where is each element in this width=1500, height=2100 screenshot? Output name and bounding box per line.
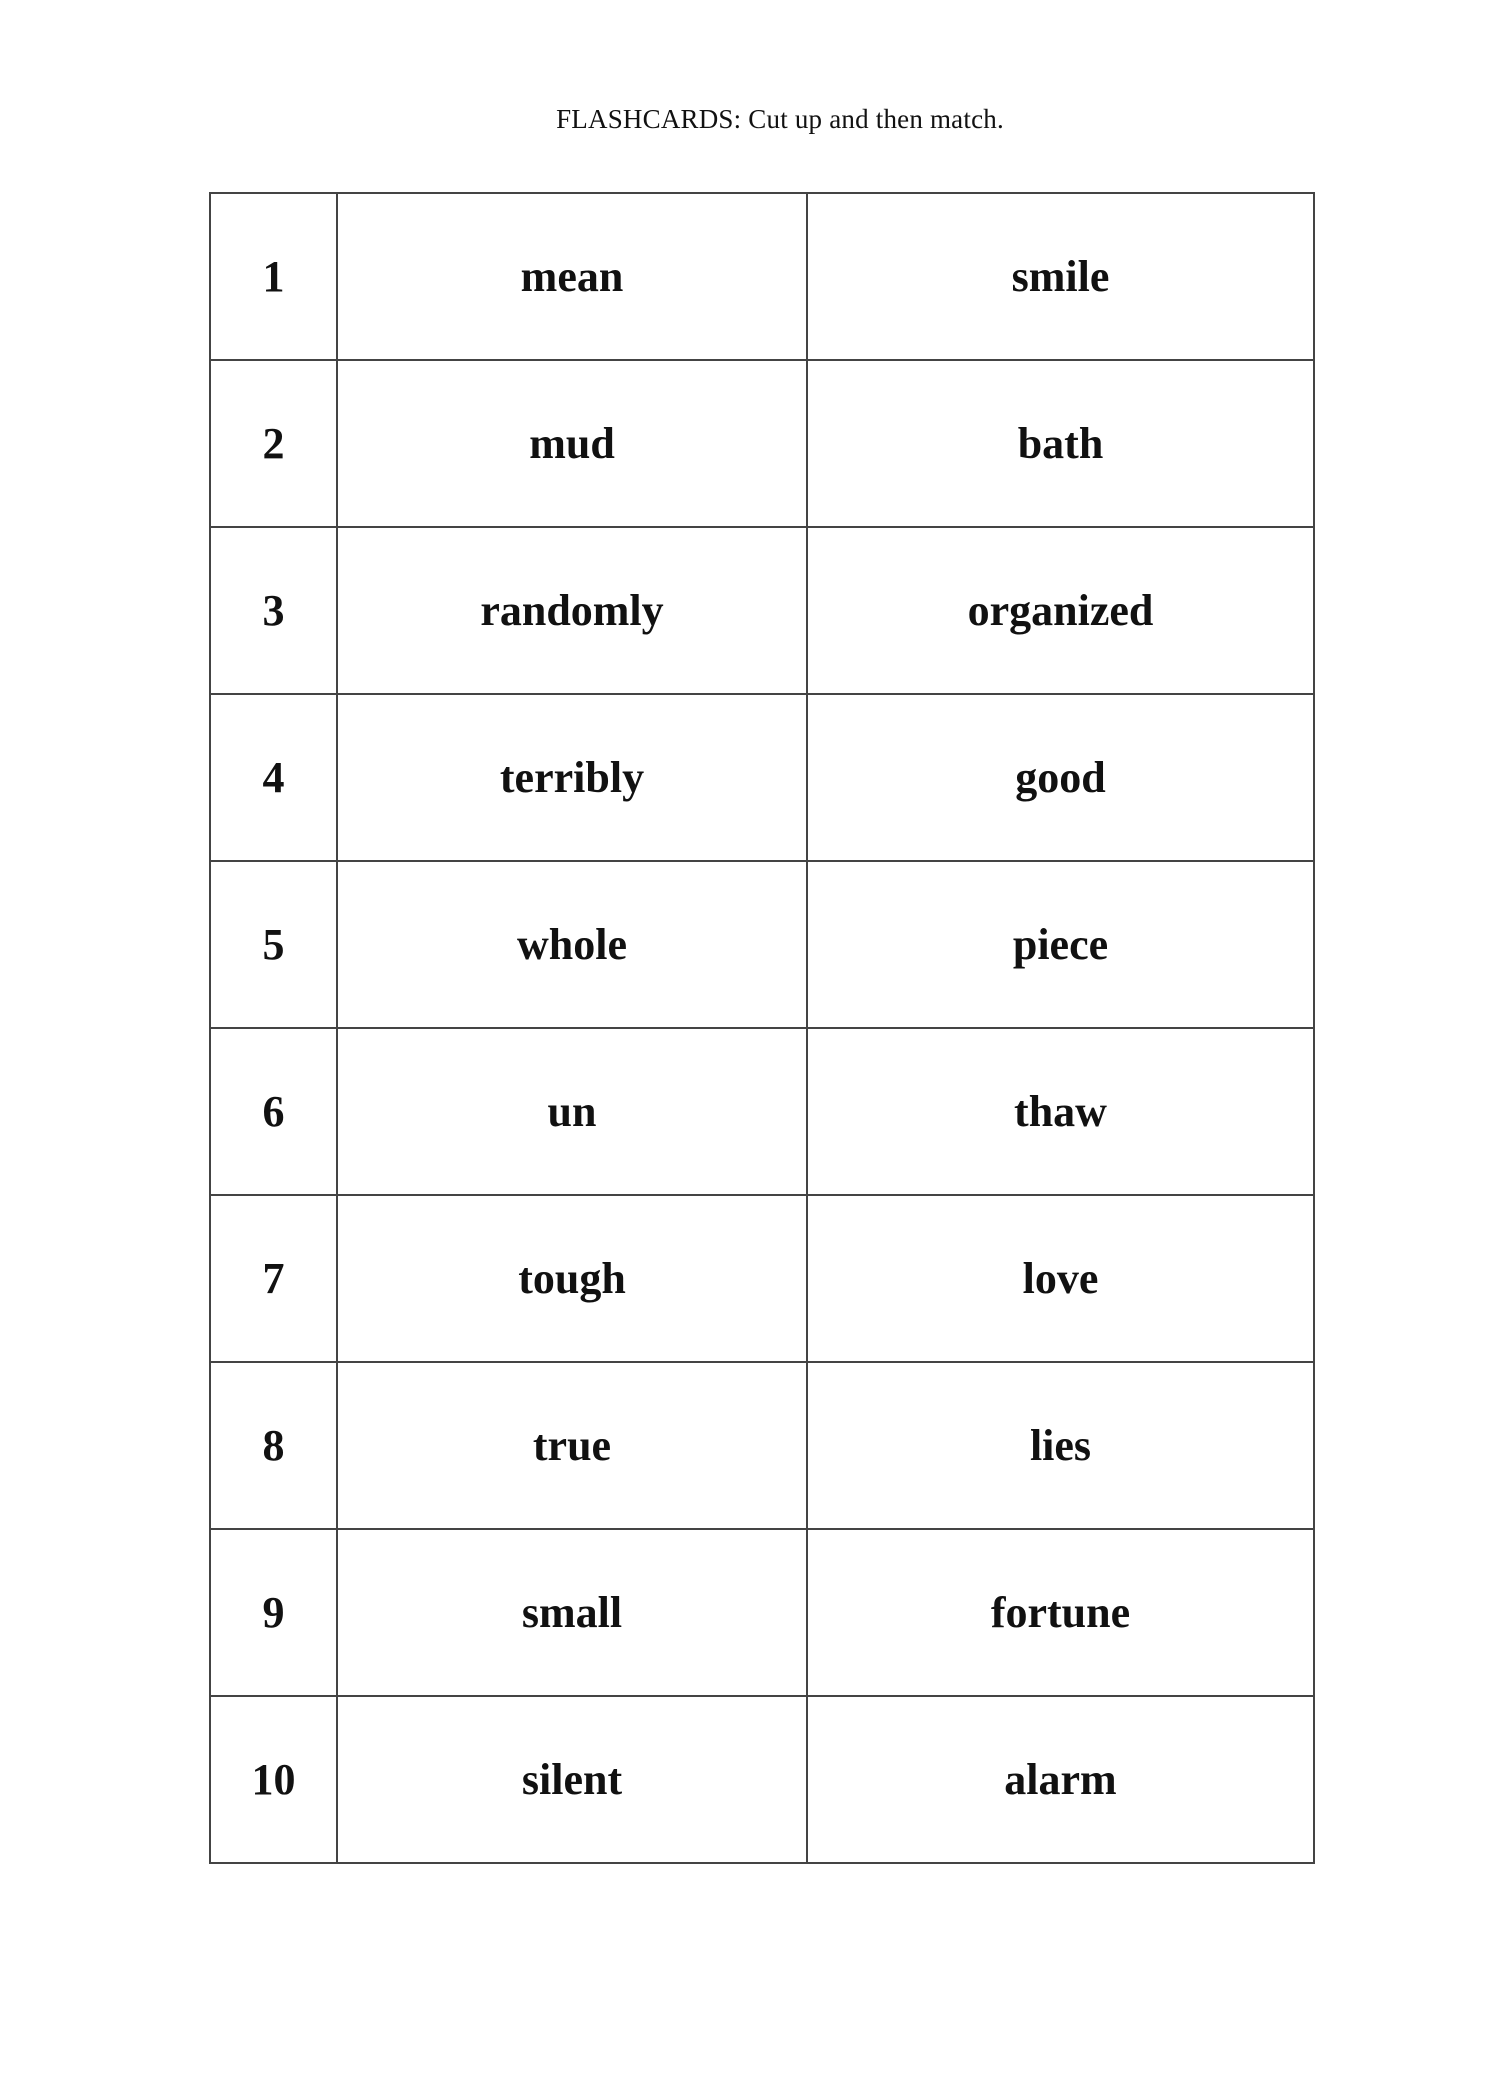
card-number: 9 — [210, 1529, 337, 1696]
card-word: silent — [337, 1696, 807, 1863]
card-match: love — [807, 1195, 1314, 1362]
flashcard-row — [210, 193, 1314, 360]
flashcard-row — [210, 1028, 1314, 1195]
card-match: lies — [807, 1362, 1314, 1529]
card-word: randomly — [337, 527, 807, 694]
card-word: un — [337, 1028, 807, 1195]
card-word: terribly — [337, 694, 807, 861]
card-match: good — [807, 694, 1314, 861]
flashcard-row — [210, 1195, 1314, 1362]
card-number: 3 — [210, 527, 337, 694]
card-match: smile — [807, 193, 1314, 360]
flashcard-row — [210, 527, 1314, 694]
flashcards-table — [209, 192, 1315, 1864]
card-number: 2 — [210, 360, 337, 527]
card-number: 7 — [210, 1195, 337, 1362]
flashcard-row — [210, 1529, 1314, 1696]
page-header — [0, 0, 1500, 160]
card-word: true — [337, 1362, 807, 1529]
card-word: mean — [337, 193, 807, 360]
card-number: 4 — [210, 694, 337, 861]
flashcard-row — [210, 1696, 1314, 1863]
card-match: piece — [807, 861, 1314, 1028]
card-number: 6 — [210, 1028, 337, 1195]
page-title: FLASHCARDS: Cut up and then match. — [556, 104, 1004, 134]
card-number: 5 — [210, 861, 337, 1028]
card-word: small — [337, 1529, 807, 1696]
card-number: 8 — [210, 1362, 337, 1529]
flashcard-row — [210, 861, 1314, 1028]
flashcard-row — [210, 1362, 1314, 1529]
card-number: 1 — [210, 193, 337, 360]
card-word: tough — [337, 1195, 807, 1362]
card-match: thaw — [807, 1028, 1314, 1195]
flashcard-row — [210, 360, 1314, 527]
card-word: mud — [337, 360, 807, 527]
card-match: bath — [807, 360, 1314, 527]
card-number: 10 — [210, 1696, 337, 1863]
card-word: whole — [337, 861, 807, 1028]
card-match: fortune — [807, 1529, 1314, 1696]
card-match: alarm — [807, 1696, 1314, 1863]
flashcard-row — [210, 694, 1314, 861]
card-match: organized — [807, 527, 1314, 694]
